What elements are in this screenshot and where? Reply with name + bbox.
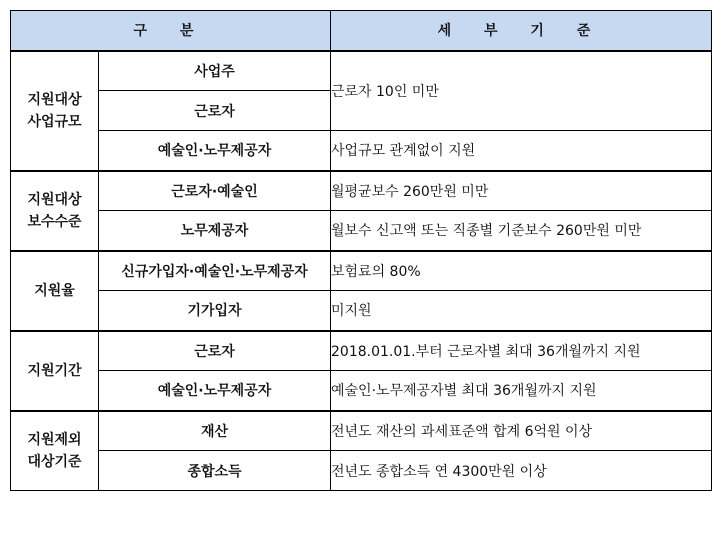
- subcategory-cell: 종합소득: [99, 451, 331, 491]
- header-detail: 세 부 기 준: [331, 11, 712, 51]
- category-cell: [11, 251, 99, 331]
- detail-cell: 월보수 신고액 또는 직종별 기준보수 260만원 미만: [331, 211, 712, 251]
- table-row: [11, 171, 712, 211]
- detail-cell: 근로자 10인 미만: [331, 51, 712, 131]
- detail-cell: 사업규모 관계없이 지원: [331, 131, 712, 171]
- detail-cell: 전년도 재산의 과세표준액 합계 6억원 이상: [331, 411, 712, 451]
- subcategory-cell: 신규가입자·예술인·노무제공자: [99, 251, 331, 291]
- subcategory-cell: 근로자: [99, 331, 331, 371]
- table-row: [11, 251, 712, 291]
- table-row: [11, 451, 712, 491]
- detail-cell: 예술인·노무제공자별 최대 36개월까지 지원: [331, 371, 712, 411]
- detail-cell: 월평균보수 260만원 미만: [331, 171, 712, 211]
- detail-cell: 전년도 종합소득 연 4300만원 이상: [331, 451, 712, 491]
- detail-cell: 2018.01.01.부터 근로자별 최대 36개월까지 지원: [331, 331, 712, 371]
- table-row: [11, 291, 712, 331]
- category-line: 지원제외: [27, 431, 82, 448]
- category-line: 보수수준: [27, 213, 82, 230]
- subcategory-cell: 기가입자: [99, 291, 331, 331]
- subcategory-cell: 근로자: [99, 91, 331, 131]
- category-cell: [11, 171, 99, 251]
- table-row: [11, 131, 712, 171]
- subcategory-cell: 재산: [99, 411, 331, 451]
- category-line: 지원기간: [27, 362, 82, 379]
- header-row: [11, 11, 712, 51]
- table-row: [11, 371, 712, 411]
- table-row: [11, 211, 712, 251]
- subcategory-cell: 근로자·예술인: [99, 171, 331, 211]
- category-line: 대상기준: [27, 453, 82, 470]
- detail-cell: 보험료의 80%: [331, 251, 712, 291]
- table-row: [11, 411, 712, 451]
- table-row: [11, 331, 712, 371]
- subcategory-cell: 노무제공자: [99, 211, 331, 251]
- subcategory-cell: 예술인·노무제공자: [99, 131, 331, 171]
- category-line: 지원대상: [27, 91, 82, 108]
- subcategory-cell: 예술인·노무제공자: [99, 371, 331, 411]
- subcategory-cell: 사업주: [99, 51, 331, 91]
- category-cell: [11, 51, 99, 171]
- header-category: 구 분: [11, 11, 331, 51]
- table-row: [11, 51, 712, 91]
- category-cell: [11, 331, 99, 411]
- category-line: 사업규모: [27, 113, 82, 130]
- category-line: 지원대상: [27, 191, 82, 208]
- detail-cell: 미지원: [331, 291, 712, 331]
- category-cell: [11, 411, 99, 491]
- category-line: 지원율: [34, 282, 75, 299]
- criteria-table: [10, 10, 712, 491]
